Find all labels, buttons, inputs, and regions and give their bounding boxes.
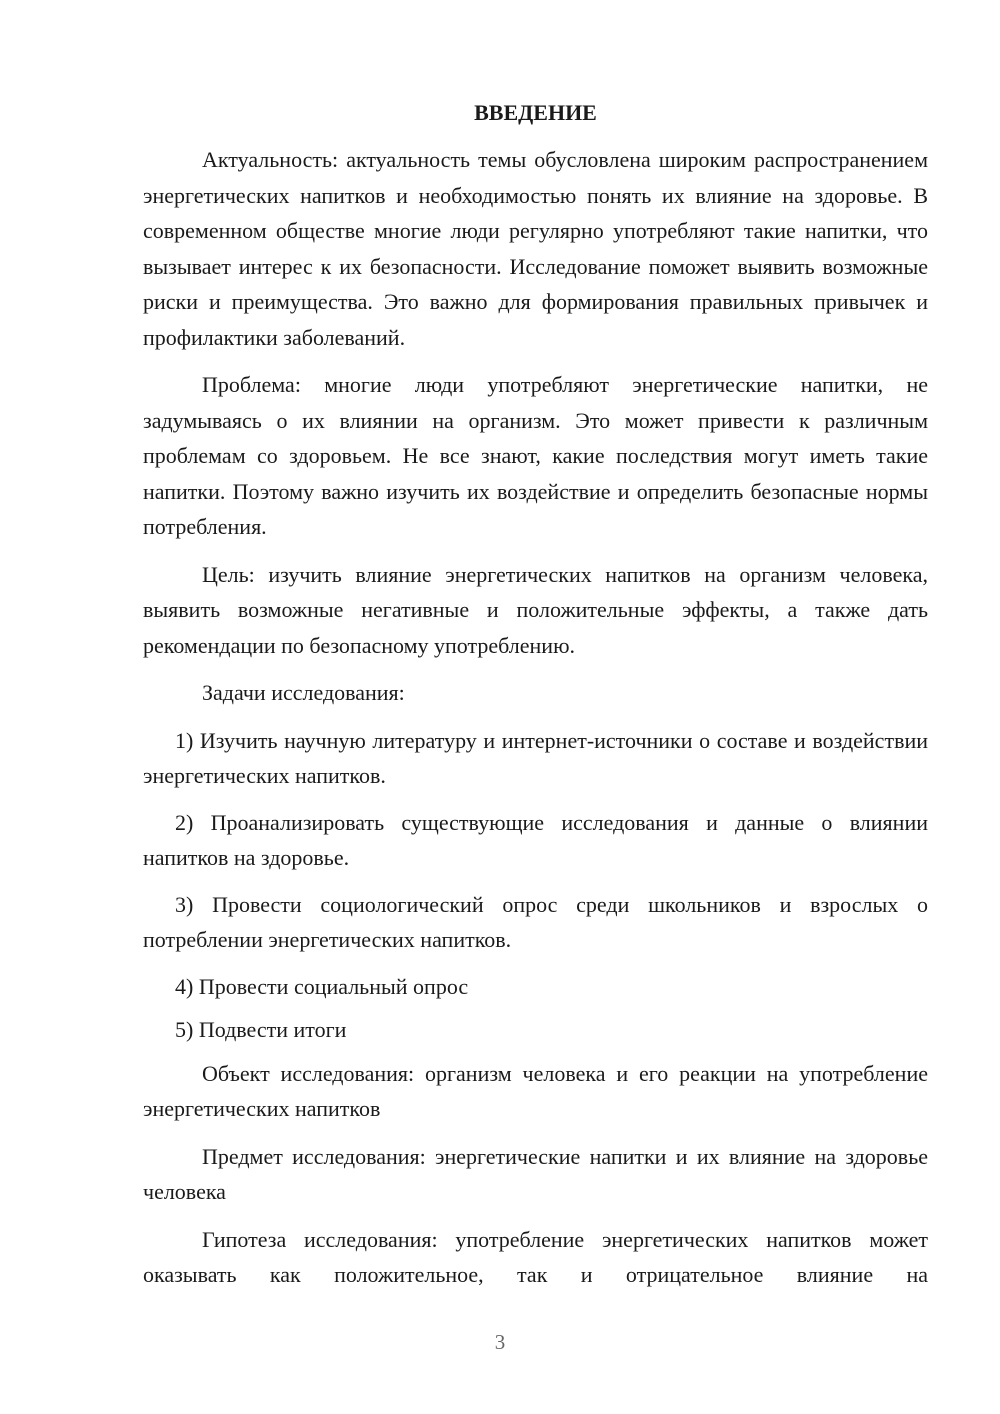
paragraph-goal: Цель: изучить влияние энергетических напитков на организм человека, выявить возможные негативные и положительные эффекты, а также дать рекомендации по безопасному употреблению. — [143, 561, 928, 658]
document-page — [143, 95, 928, 1305]
task-item-3: 3) Провести социологический опрос среди школьников и взрослых о потреблении энергетических напитков. — [143, 891, 928, 952]
paragraph-relevance: Актуальность: актуальность темы обусловлена широким распространением энергетических напитков и необходимостью понять их влияние на здоровье. В современном обществе многие люди регулярно употребляют такие напитки, что вызывает интерес к их безопасности. Исследование поможет выявить возможные риски и преимущества. Это важно для формирования правильных привычек и профилактики заболеваний. — [143, 147, 928, 350]
paragraph-hypothesis: Гипотеза исследования: употребление энергетических напитков может оказывать как положительное, так и отрицательное влияние на — [143, 1226, 928, 1287]
section-title: ВВЕДЕНИЕ — [474, 100, 597, 125]
tasks-heading: Задачи исследования: — [202, 680, 405, 705]
task-item-1: 1) Изучить научную литературу и интернет-источники о составе и воздействии энергетических напитков. — [143, 727, 928, 788]
paragraph-subject: Предмет исследования: энергетические напитки и их влияние на здоровье человека — [143, 1143, 928, 1204]
task-item-2: 2) Проанализировать существующие исследования и данные о влиянии напитков на здоровье. — [143, 809, 928, 870]
task-item-5: 5) Подвести итоги — [175, 1017, 347, 1042]
page-number: 3 — [494, 1330, 506, 1354]
task-item-4: 4) Провести социальный опрос — [175, 973, 469, 999]
paragraph-problem: Проблема: многие люди употребляют энергетические напитки, не задумываясь о их влиянии на организм. Это может привести к различным проблемам со здоровьем. Не все знают, какие последствия могут иметь такие напитки. Поэтому важно изучить их воздействие и определить безопасные нормы потребления. — [143, 372, 928, 539]
paragraph-object: Объект исследования: организм человека и его реакции на употребление энергетических напитков — [143, 1060, 928, 1121]
